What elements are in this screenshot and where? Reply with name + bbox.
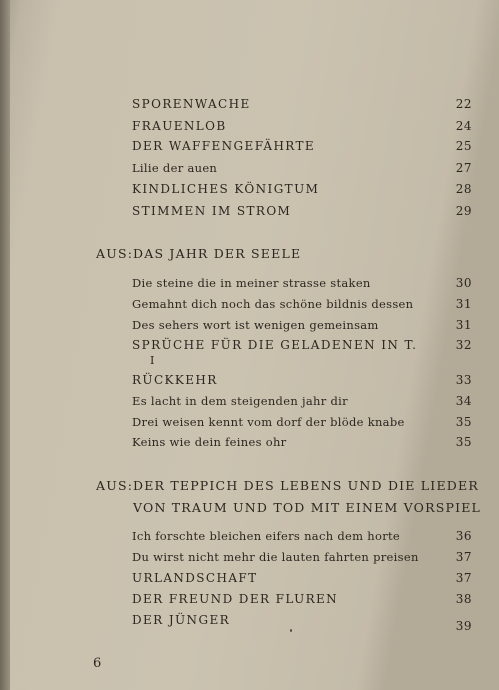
section-title: DER TEPPICH DES LEBENS UND DIE LIEDER [133,478,479,493]
toc-entry [132,550,472,570]
toc-entry-title: KINDLICHES KÖNIGTUM [132,182,320,196]
toc-entry-page: 32 [455,338,472,352]
toc-entry-page: 31 [455,318,472,332]
toc-entry-title: STIMMEN IM STROM [132,204,292,218]
toc-entry [132,592,472,612]
toc-entry-page: 37 [455,550,472,564]
toc-entry [132,97,472,117]
toc-entry [132,415,472,435]
toc-entry [132,318,472,338]
roman-numeral: I [150,354,155,367]
toc-entry [132,182,472,202]
toc-entry-title: Gemahnt dich noch das schöne bildnis dessen [132,297,414,311]
toc-entry-title: SPORENWACHE [132,97,251,111]
toc-entry-page: 31 [455,297,472,311]
toc-entry [132,161,472,181]
section-title: DAS JAHR DER SEELE [133,246,302,261]
toc-entry [132,338,472,358]
toc-entry-page: 27 [455,161,472,175]
toc-entry [132,297,472,317]
toc-entry-title: FRAUENLOB [132,119,227,133]
toc-entry [132,204,472,224]
toc-entry-title: Ich forschte bleichen eifers nach dem horte [132,529,401,543]
section-label: AUS: [96,478,134,493]
toc-entry-page: 29 [455,204,472,218]
toc-entry-page: 35 [455,415,472,429]
page-gutter [0,0,10,690]
toc-entry-title: DER JÜNGER [132,613,231,627]
toc-entry [132,529,472,549]
toc-entry [132,373,472,393]
section-title-continued: VON TRAUM UND TOD MIT EINEM VORSPIEL [133,500,482,515]
paper-speck [290,629,292,632]
toc-entry [132,571,472,591]
toc-entry-title: Drei weisen kennt vom dorf der blöde knabe [132,415,405,429]
toc-entry-title: RÜCKKEHR [132,373,218,387]
toc-entry-page: 22 [455,97,472,111]
toc-entry-page: 37 [455,571,472,585]
section-label: AUS: [96,246,134,261]
toc-entry-page: 33 [455,373,472,387]
toc-entry-title: Du wirst nicht mehr die lauten fahrten preisen [132,550,419,564]
toc-entry [132,394,472,414]
toc-entry-page: 25 [455,139,472,153]
toc-entry-title: Des sehers wort ist wenigen gemeinsam [132,318,379,332]
toc-entry-page: 35 [455,435,472,449]
toc-entry-title: Lilie der auen [132,161,218,175]
toc-entry [132,119,472,139]
toc-entry-page: 28 [455,182,472,196]
toc-entry-title: SPRÜCHE FÜR DIE GELADENEN IN T. [132,338,418,352]
toc-entry-title: DER FREUND DER FLUREN [132,592,339,606]
toc-entry [132,139,472,159]
toc-entry [132,276,472,296]
toc-entry-title: DER WAFFENGEFÄHRTE [132,139,316,153]
toc-entry-title: Es lacht in dem steigenden jahr dir [132,394,348,408]
toc-entry-title: URLANDSCHAFT [132,571,258,585]
toc-entry-title: Die steine die in meiner strasse staken [132,276,371,290]
toc-entry-title: Keins wie dein feines ohr [132,435,287,449]
toc-entry [132,613,472,633]
toc-entry-page: 34 [455,394,472,408]
toc-entry-page: 38 [455,592,472,606]
page-number: 6 [93,656,102,671]
toc-entry-page: 24 [455,119,472,133]
toc-entry-page: 36 [455,529,472,543]
toc-entry-page: 30 [455,276,472,290]
toc-entry-page: 39 [455,619,472,633]
toc-entry [132,435,472,455]
